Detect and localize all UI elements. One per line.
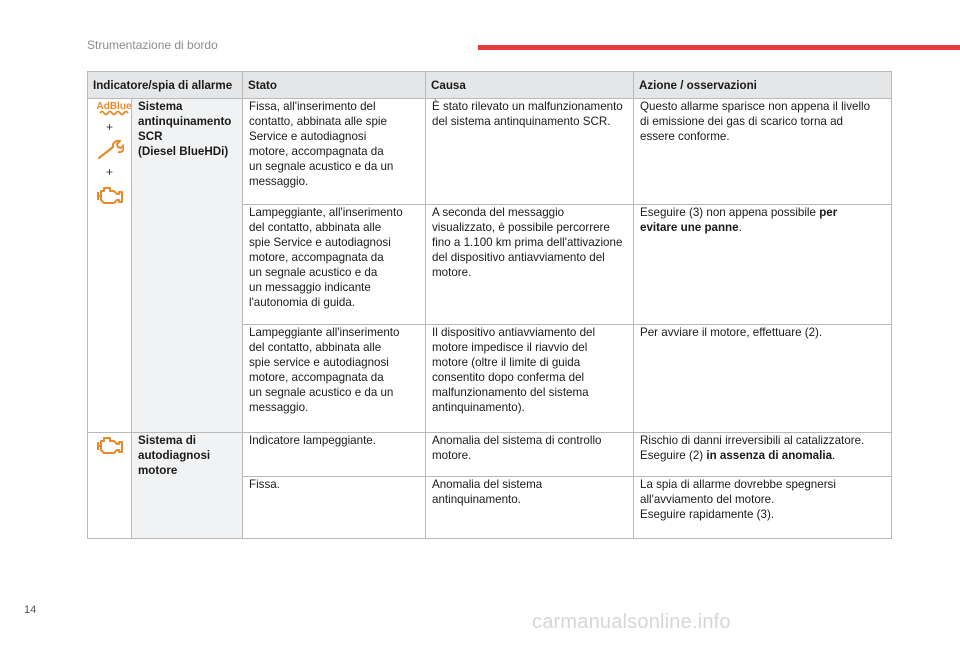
action-text: . [738, 221, 742, 234]
text-line: motore, accompagnata da [249, 145, 384, 158]
text-line: La spia di allarme dovrebbe spegnersi [640, 478, 836, 491]
text-line [640, 448, 885, 463]
system-name-line: SCR [138, 130, 163, 143]
action-cell [634, 99, 892, 205]
system-name-cell [132, 99, 243, 433]
text-line: antinquinamento). [432, 401, 525, 414]
text-line [640, 205, 885, 220]
plus-sign: + [105, 120, 113, 134]
text-line: del contatto, abbinata alle [249, 221, 382, 234]
text-line: messaggio. [249, 401, 309, 414]
column-header-cause: Causa [426, 72, 634, 99]
text-line: motore impedisce il riavvio del [432, 341, 588, 354]
engine-icon [94, 433, 126, 457]
text-line: motore, accompagnata da [249, 371, 384, 384]
action-text: . [832, 449, 836, 462]
page-section-title: Strumentazione di bordo [87, 38, 218, 52]
text-line: Fissa. [249, 478, 280, 491]
system-name-line: motore [138, 464, 178, 477]
text-line: all'avviamento del motore. [640, 493, 775, 506]
text-line: Eseguire rapidamente (3). [640, 508, 775, 521]
action-cell [634, 433, 892, 477]
text-line: Lampeggiante all'inserimento [249, 326, 400, 339]
text-line: un messaggio indicante [249, 281, 371, 294]
system-name-line: Sistema [138, 100, 183, 113]
text-line: del contatto, abbinata alle [249, 341, 382, 354]
text-line: spie Service e autodiagnosi [249, 236, 391, 249]
cause-cell [426, 99, 634, 205]
column-header-state: Stato [243, 72, 426, 99]
text-line: l'autonomia di guida. [249, 296, 355, 309]
text-line: un segnale acustico e da un [249, 386, 394, 399]
adblue-icon-label: AdBlue [96, 101, 132, 112]
state-cell [243, 205, 426, 325]
watermark: carmanualsonline.info [532, 611, 731, 633]
column-header-indicator: Indicatore/spia di allarme [88, 72, 243, 99]
adblue-icon [94, 99, 134, 117]
table-header-row [88, 72, 892, 99]
text-line: Fissa, all'inserimento del [249, 100, 376, 113]
cause-cell [426, 433, 634, 477]
column-header-action: Azione / osservazioni [634, 72, 892, 99]
table-row [88, 99, 892, 205]
text-line: antinquinamento. [432, 493, 521, 506]
text-line: del dispositivo antiavviamento del [432, 251, 605, 264]
state-cell [243, 99, 426, 205]
text-line: un segnale acustico e da un [249, 160, 394, 173]
page-number: 14 [24, 604, 37, 616]
warning-lights-table [87, 71, 892, 539]
text-line: visualizzato, è possibile percorrere [432, 221, 610, 234]
text-line: Indicatore lampeggiante. [249, 434, 376, 447]
system-name-line: (Diesel BlueHDi) [138, 145, 229, 158]
text-line: un segnale acustico e da [249, 266, 378, 279]
cause-cell [426, 477, 634, 539]
action-text: Eseguire (3) non appena possibile [640, 206, 820, 219]
header-accent-bar [478, 45, 960, 50]
text-line: messaggio. [249, 175, 309, 188]
cause-cell [426, 325, 634, 433]
text-line: motore. [432, 449, 472, 462]
system-name-line: antinquinamento [138, 115, 232, 128]
text-line: motore, accompagnata da [249, 251, 384, 264]
cause-cell [426, 205, 634, 325]
state-cell [243, 477, 426, 539]
text-line [640, 220, 885, 235]
action-text: Eseguire (2) [640, 449, 707, 462]
engine-icon [94, 183, 126, 207]
action-cell [634, 477, 892, 539]
indicator-icons-cell [88, 433, 132, 539]
text-line: consentito dopo conferma del [432, 371, 585, 384]
system-name-line: Sistema di [138, 434, 196, 447]
text-line: contatto, abbinata alle spie [249, 115, 387, 128]
text-line: Questo allarme sparisce non appena il livello [640, 100, 871, 113]
text-line: Per avviare il motore, effettuare (2). [640, 326, 823, 339]
table-row [88, 433, 892, 477]
text-line: spie service e autodiagnosi [249, 356, 389, 369]
text-line: del sistema antinquinamento SCR. [432, 115, 611, 128]
text-line: Anomalia del sistema di controllo [432, 434, 602, 447]
state-cell [243, 433, 426, 477]
text-line: di emissione dei gas di scarico torna ad [640, 115, 843, 128]
action-emphasis: in assenza di anomalia [706, 449, 833, 462]
text-line: motore. [432, 266, 472, 279]
action-emphasis: per [819, 206, 838, 219]
text-line: Il dispositivo antiavviamento del [432, 326, 596, 339]
action-emphasis: evitare une panne [640, 221, 739, 234]
text-line: essere conforme. [640, 130, 730, 143]
text-line: È stato rilevato un malfunzionamento [432, 100, 623, 113]
text-line: Rischio di danni irreversibili al catalizzatore. [640, 434, 865, 447]
plus-sign: + [105, 165, 113, 179]
action-cell [634, 325, 892, 433]
wrench-icon [96, 138, 124, 162]
text-line: motore (oltre il limite di guida [432, 356, 581, 369]
action-cell [634, 205, 892, 325]
system-name-cell [132, 433, 243, 539]
text-line: malfunzionamento del sistema [432, 386, 589, 399]
text-line: fino a 1.100 km prima dell'attivazione [432, 236, 623, 249]
system-name-line: autodiagnosi [138, 449, 211, 462]
indicator-icons-cell [88, 99, 132, 433]
text-line: Lampeggiante, all'inserimento [249, 206, 403, 219]
text-line: Service e autodiagnosi [249, 130, 367, 143]
text-line: Anomalia del sistema [432, 478, 543, 491]
text-line: A seconda del messaggio [432, 206, 565, 219]
state-cell [243, 325, 426, 433]
